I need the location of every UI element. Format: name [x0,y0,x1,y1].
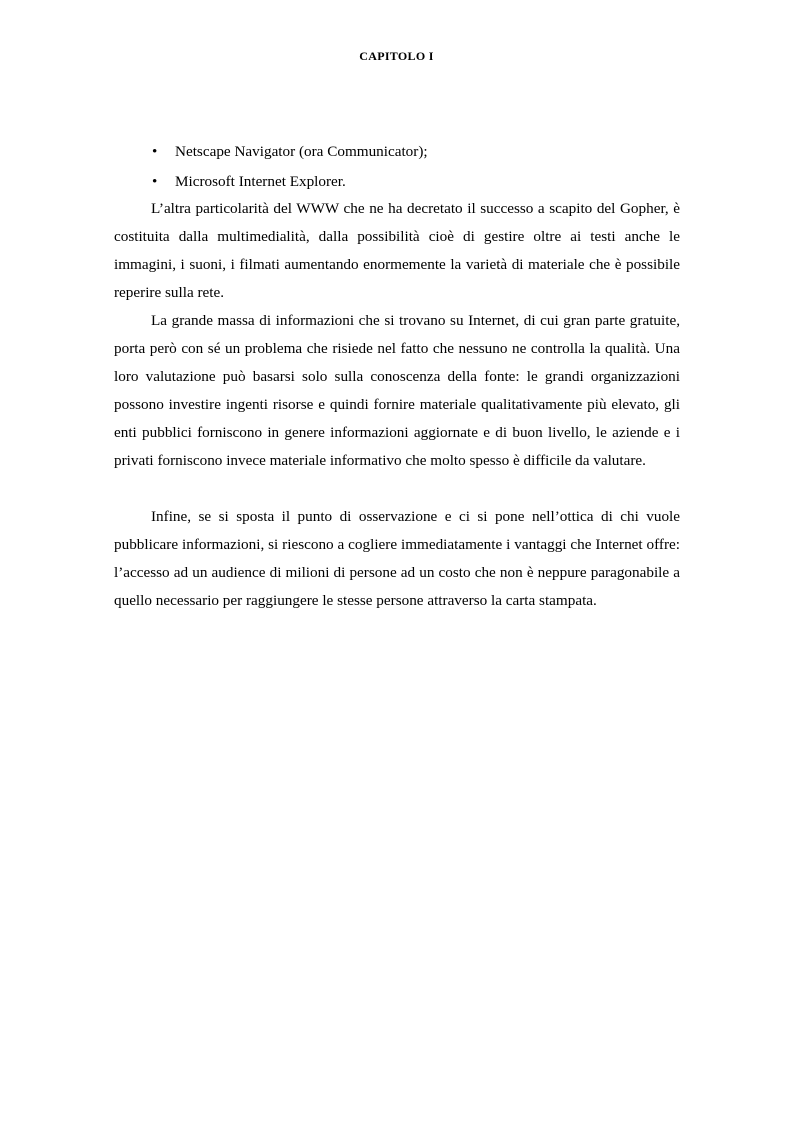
paragraph-quality: La grande massa di informazioni che si trovano su Internet, di cui gran parte gratuite, porta però con sé un problema che risiede nel fatto che nessuno ne controlla la qualità. Una loro valutazione può basarsi solo sulla conoscenza della fonte: le grandi organizzazioni possono investire ingenti risorse e quindi fornire materiale qualitativamente più elevato, gli enti pubblici forniscono in genere informazioni aggiornate e di buon livello, le aziende e i privati forniscono invece materiale informativo che molto spesso è difficile da valutare. [114,312,680,469]
chapter-header: CAPITOLO I [359,49,434,63]
list-item [114,137,680,167]
body-text [114,137,680,615]
list-item-text: Netscape Navigator (ora Communicator); [175,143,428,160]
paragraph-multimedia: L’altra particolarità del WWW che ne ha decretato il successo a scapito del Gopher, è costituita dalla multimedialità, dalla possibilità cioè di gestire oltre ai testi anche le immagini, i suoni, i filmati aumentando enormemente la varietà di materiale che è possibile reperire sulla rete. [114,200,680,301]
bullet-icon: • [152,173,158,190]
paragraph-publishing: Infine, se si sposta il punto di osservazione e ci si pone nell’ottica di chi vuole pubblicare informazioni, si riescono a cogliere immediatamente i vantaggi che Internet offre: l’accesso ad un audience di milioni di persone ad un costo che non è neppure paragonabile a quello necessario per raggiungere le stesse persone attraverso la carta stampata. [114,508,680,609]
list-item [114,167,680,197]
browser-list [114,137,680,197]
list-item-text: Microsoft Internet Explorer. [175,173,346,190]
bullet-icon: • [152,143,158,160]
